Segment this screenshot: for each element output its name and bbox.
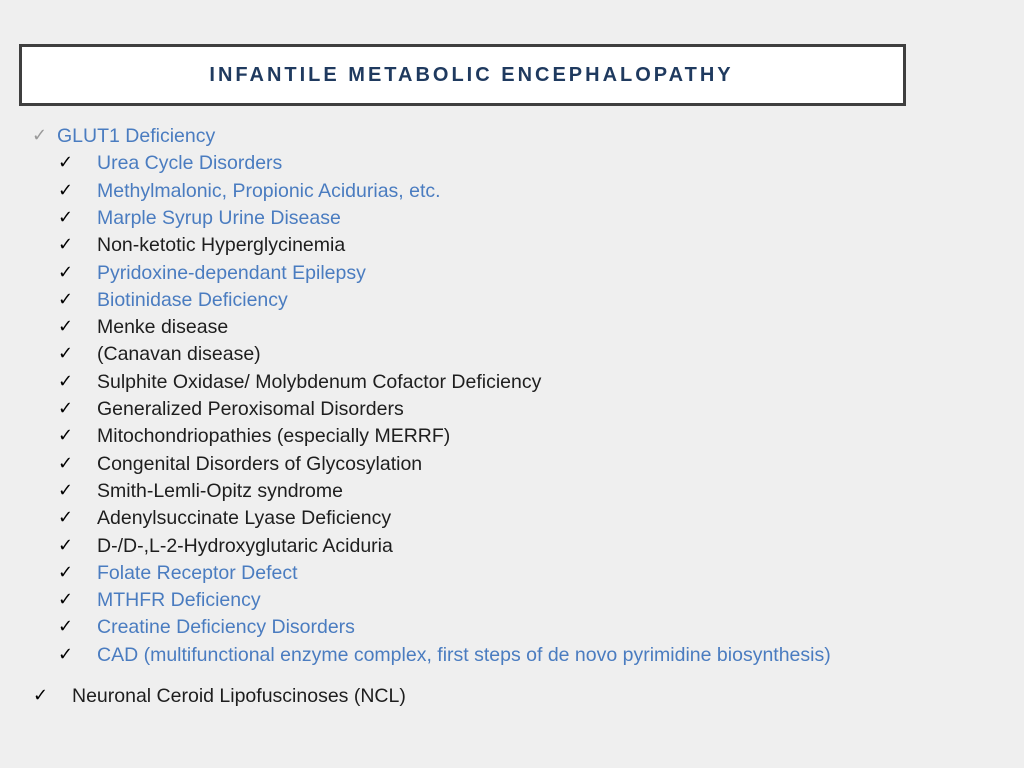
slide-title: INFANTILE METABOLIC ENCEPHALOPATHY bbox=[209, 63, 734, 86]
list-item-label: Methylmalonic, Propionic Acidurias, etc. bbox=[97, 179, 441, 202]
list-item-label: Creatine Deficiency Disorders bbox=[97, 616, 355, 639]
checkmark-icon: ✓ bbox=[58, 234, 74, 256]
checkmark-icon: ✓ bbox=[58, 288, 74, 310]
checkmark-icon: ✓ bbox=[58, 425, 74, 447]
checkmark-icon: ✓ bbox=[58, 643, 74, 665]
checkmark-icon: ✓ bbox=[58, 507, 74, 529]
list-item-label: Folate Receptor Defect bbox=[97, 561, 298, 584]
list-item-label: Urea Cycle Disorders bbox=[97, 152, 283, 175]
checkmark-icon: ✓ bbox=[33, 685, 49, 706]
checkmark-icon: ✓ bbox=[58, 479, 74, 501]
list-item-label: Generalized Peroxisomal Disorders bbox=[97, 398, 404, 420]
checkmark-icon: ✓ bbox=[58, 561, 74, 583]
list-item-label: Mitochondriopathies (especially MERRF) bbox=[97, 425, 451, 448]
checkmark-icon: ✓ bbox=[58, 179, 74, 201]
checkmark-icon: ✓ bbox=[58, 589, 74, 611]
checkmark-icon: ✓ bbox=[32, 125, 48, 146]
title-box bbox=[19, 44, 906, 106]
checkmark-icon: ✓ bbox=[58, 398, 74, 419]
list-item-label: (Canavan disease) bbox=[97, 343, 261, 366]
checkmark-icon: ✓ bbox=[58, 343, 74, 365]
checkmark-icon: ✓ bbox=[58, 316, 74, 338]
checkmark-icon: ✓ bbox=[58, 616, 74, 638]
checkmark-icon: ✓ bbox=[58, 206, 74, 228]
checkmark-icon: ✓ bbox=[58, 452, 74, 474]
list-item-label: Non-ketotic Hyperglycinemia bbox=[97, 234, 346, 257]
checkmark-icon: ✓ bbox=[58, 152, 74, 174]
list-item-label: Pyridoxine-dependant Epilepsy bbox=[97, 261, 366, 284]
list-item-label: D-/D-,L-2-Hydroxyglutaric Aciduria bbox=[97, 534, 393, 557]
list-item-label: Congenital Disorders of Glycosylation bbox=[97, 452, 423, 475]
list-item-label: Smith-Lemli-Opitz syndrome bbox=[97, 479, 343, 502]
checkmark-icon: ✓ bbox=[58, 261, 74, 283]
list-item-label: Marple Syrup Urine Disease bbox=[97, 206, 341, 229]
list-item-label: CAD (multifunctional enzyme complex, first steps of de novo pyrimidine biosynthesis) bbox=[97, 643, 831, 666]
list-item-label: Neuronal Ceroid Lipofuscinoses (NCL) bbox=[72, 685, 406, 707]
list-item-label: Adenylsuccinate Lyase Deficiency bbox=[97, 507, 392, 530]
list-item-label: GLUT1 Deficiency bbox=[57, 125, 216, 147]
checkmark-icon: ✓ bbox=[58, 370, 74, 392]
list-item-label: MTHFR Deficiency bbox=[97, 589, 261, 612]
list-item-label: Sulphite Oxidase/ Molybdenum Cofactor Deficiency bbox=[97, 370, 542, 393]
checkmark-icon: ✓ bbox=[58, 534, 74, 556]
list-item-label: Menke disease bbox=[97, 316, 229, 339]
list-item-label: Biotinidase Deficiency bbox=[97, 288, 288, 311]
